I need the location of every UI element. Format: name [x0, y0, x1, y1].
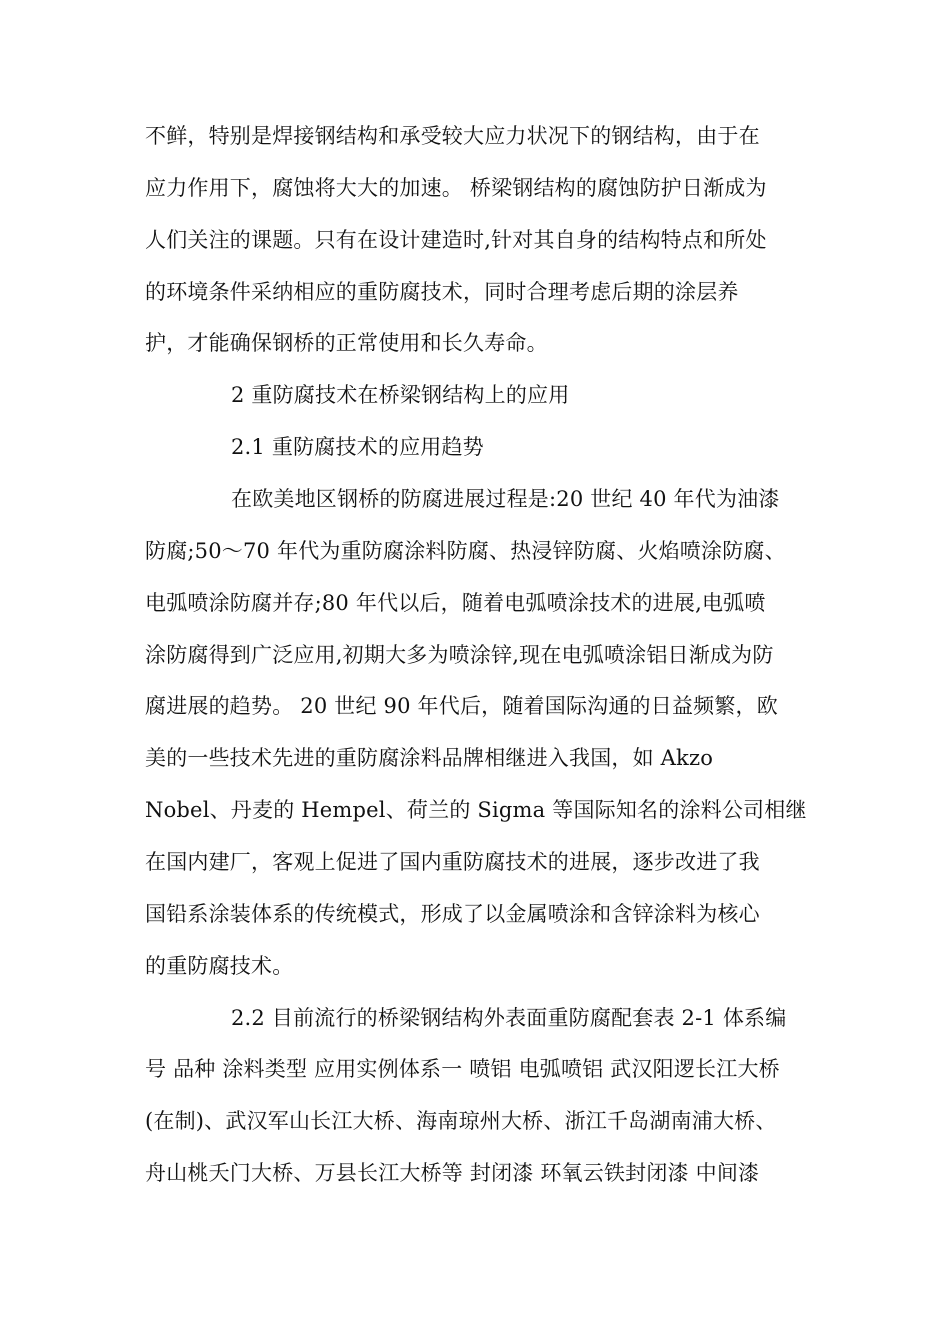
- body-text-line: 国铅系涂装体系的传统模式，形成了以金属喷涂和含锌涂料为核心: [145, 902, 760, 926]
- body-text-line: 防腐;50～70 年代为重防腐涂料防腐、热浸锌防腐、火焰喷涂防腐、: [145, 539, 786, 563]
- body-text-line: Nobel、丹麦的 Hempel、荷兰的 Sigma 等国际知名的涂料公司相继: [145, 798, 807, 822]
- body-text-line: 腐进展的趋势。 20 世纪 90 年代后，随着国际沟通的日益频繁，欧: [145, 694, 778, 718]
- body-text-line: 不鲜，特别是焊接钢结构和承受较大应力状况下的钢结构，由于在: [145, 124, 760, 148]
- body-text-line: 人们关注的课题。只有在设计建造时,针对其自身的结构特点和所处: [145, 228, 767, 252]
- body-text-line: 电弧喷涂防腐并存;80 年代以后，随着电弧喷涂技术的进展,电弧喷: [145, 591, 766, 615]
- body-text-line: 在国内建厂，客观上促进了国内重防腐技术的进展，逐步改进了我: [145, 850, 760, 874]
- body-text-line: 应力作用下，腐蚀将大大的加速。 桥梁钢结构的腐蚀防护日渐成为: [145, 176, 767, 200]
- body-text-line: 的重防腐技术。: [145, 954, 294, 978]
- subsection-heading: 2.1 重防腐技术的应用趋势: [231, 435, 484, 459]
- body-text-line: 的环境条件采纳相应的重防腐技术，同时合理考虑后期的涂层养: [145, 280, 739, 304]
- body-text-line: 号 品种 涂料类型 应用实例体系一 喷铝 电弧喷铝 武汉阳逻长江大桥: [145, 1057, 780, 1081]
- section-heading: 2 重防腐技术在桥梁钢结构上的应用: [231, 383, 570, 407]
- body-text-line: 护，才能确保钢桥的正常使用和长久寿命。: [145, 331, 548, 355]
- body-text-line: 涂防腐得到广泛应用,初期大多为喷涂锌,现在电弧喷涂铝日渐成为防: [145, 643, 774, 667]
- body-text-line: (在制)、武汉军山长江大桥、海南琼州大桥、浙江千岛湖南浦大桥、: [145, 1109, 777, 1133]
- body-text-line: 2.2 目前流行的桥梁钢结构外表面重防腐配套表 2-1 体系编: [231, 1006, 787, 1030]
- body-text-line: 美的一些技术先进的重防腐涂料品牌相继进入我国，如 Akzo: [145, 746, 714, 770]
- body-text-line: 在欧美地区钢桥的防腐进展过程是:20 世纪 40 年代为油漆: [231, 487, 780, 511]
- body-text-line: 舟山桃夭门大桥、万县长江大桥等 封闭漆 环氧云铁封闭漆 中间漆: [145, 1161, 760, 1185]
